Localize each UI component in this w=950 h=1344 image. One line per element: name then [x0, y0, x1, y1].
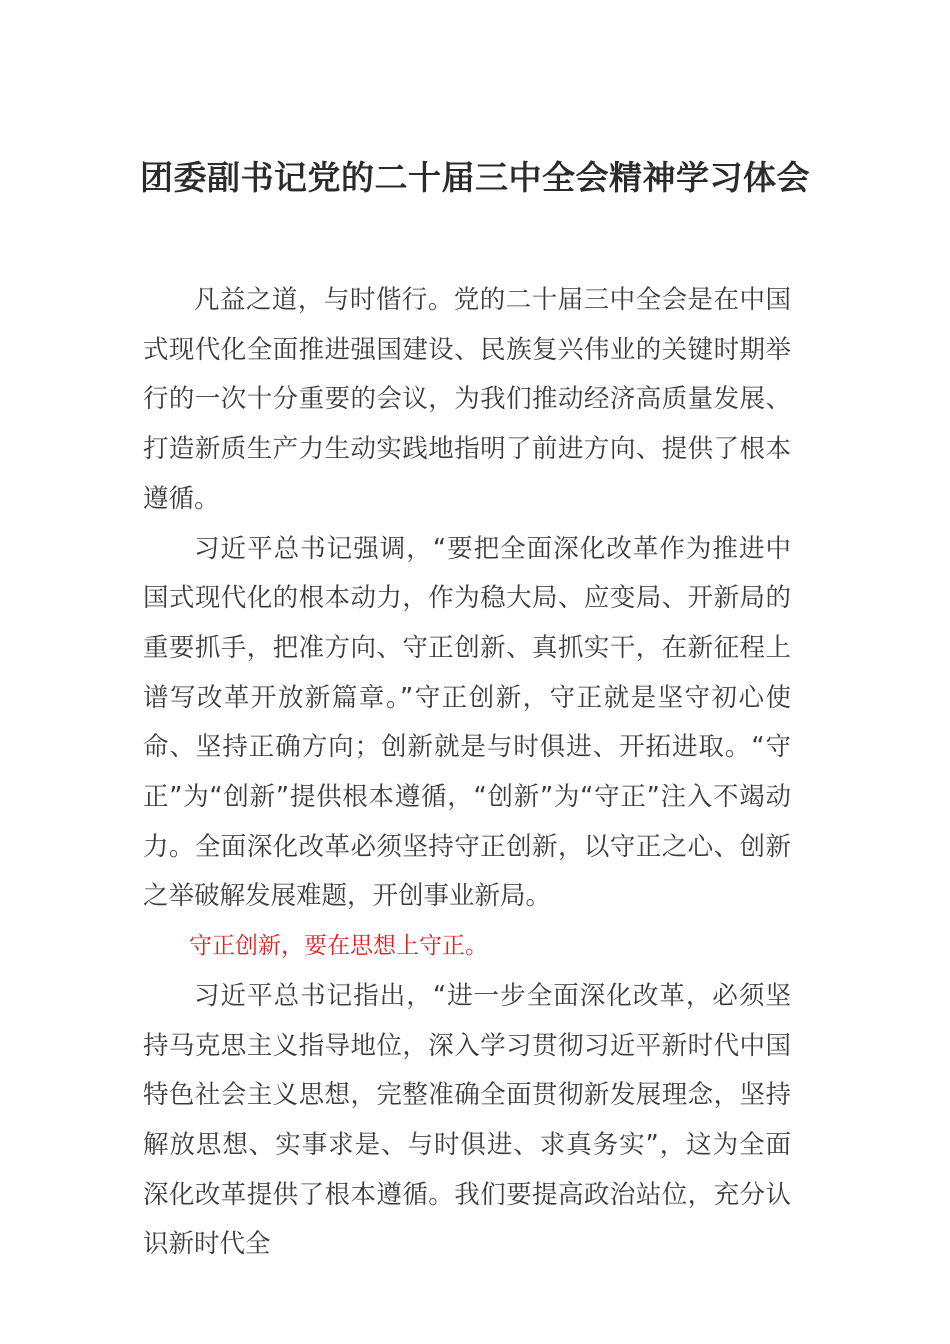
document-title: 团委副书记党的二十届三中全会精神学习体会 [140, 158, 810, 197]
paragraph-3-highlight: 守正创新，要在思想上守正。 [189, 933, 488, 960]
paragraph-2: 习近平总书记强调，“要把全面深化改革作为推进中国式现代化的根本动力，作为稳大局、应变局、开新局的重要抓手，把准方向、守正创新、真抓实干，在新征程上谱写改革开放新篇章。”守正创新，守正就是坚守初心使命、坚持正确方向；创新就是与时俱进、开拓进取。“守正”为“创新”提供根本遵循，“创新”为“守正”注入不竭动力。全面深化改革必须坚持守正创新，以守正之心、创新之举破解发展难题，开创事业新局。 [143, 533, 791, 912]
document-body [143, 276, 791, 1270]
paragraph-1: 凡益之道，与时偕行。党的二十届三中全会是在中国式现代化全面推进强国建设、民族复兴伟业的关键时期举行的一次十分重要的会议，为我们推动经济高质量发展、打造新质生产力生动实践地指明了前进方向、提供了根本遵循。 [143, 285, 791, 514]
paragraph-4: 习近平总书记指出，“进一步全面深化改革，必须坚持马克思主义指导地位，深入学习贯彻习近平新时代中国特色社会主义思想，完整准确全面贯彻新发展理念，坚持解放思想、实事求是、与时俱进、求真务实”，这为全面深化改革提供了根本遵循。我们要提高政治站位，充分认识新时代全 [143, 980, 791, 1260]
